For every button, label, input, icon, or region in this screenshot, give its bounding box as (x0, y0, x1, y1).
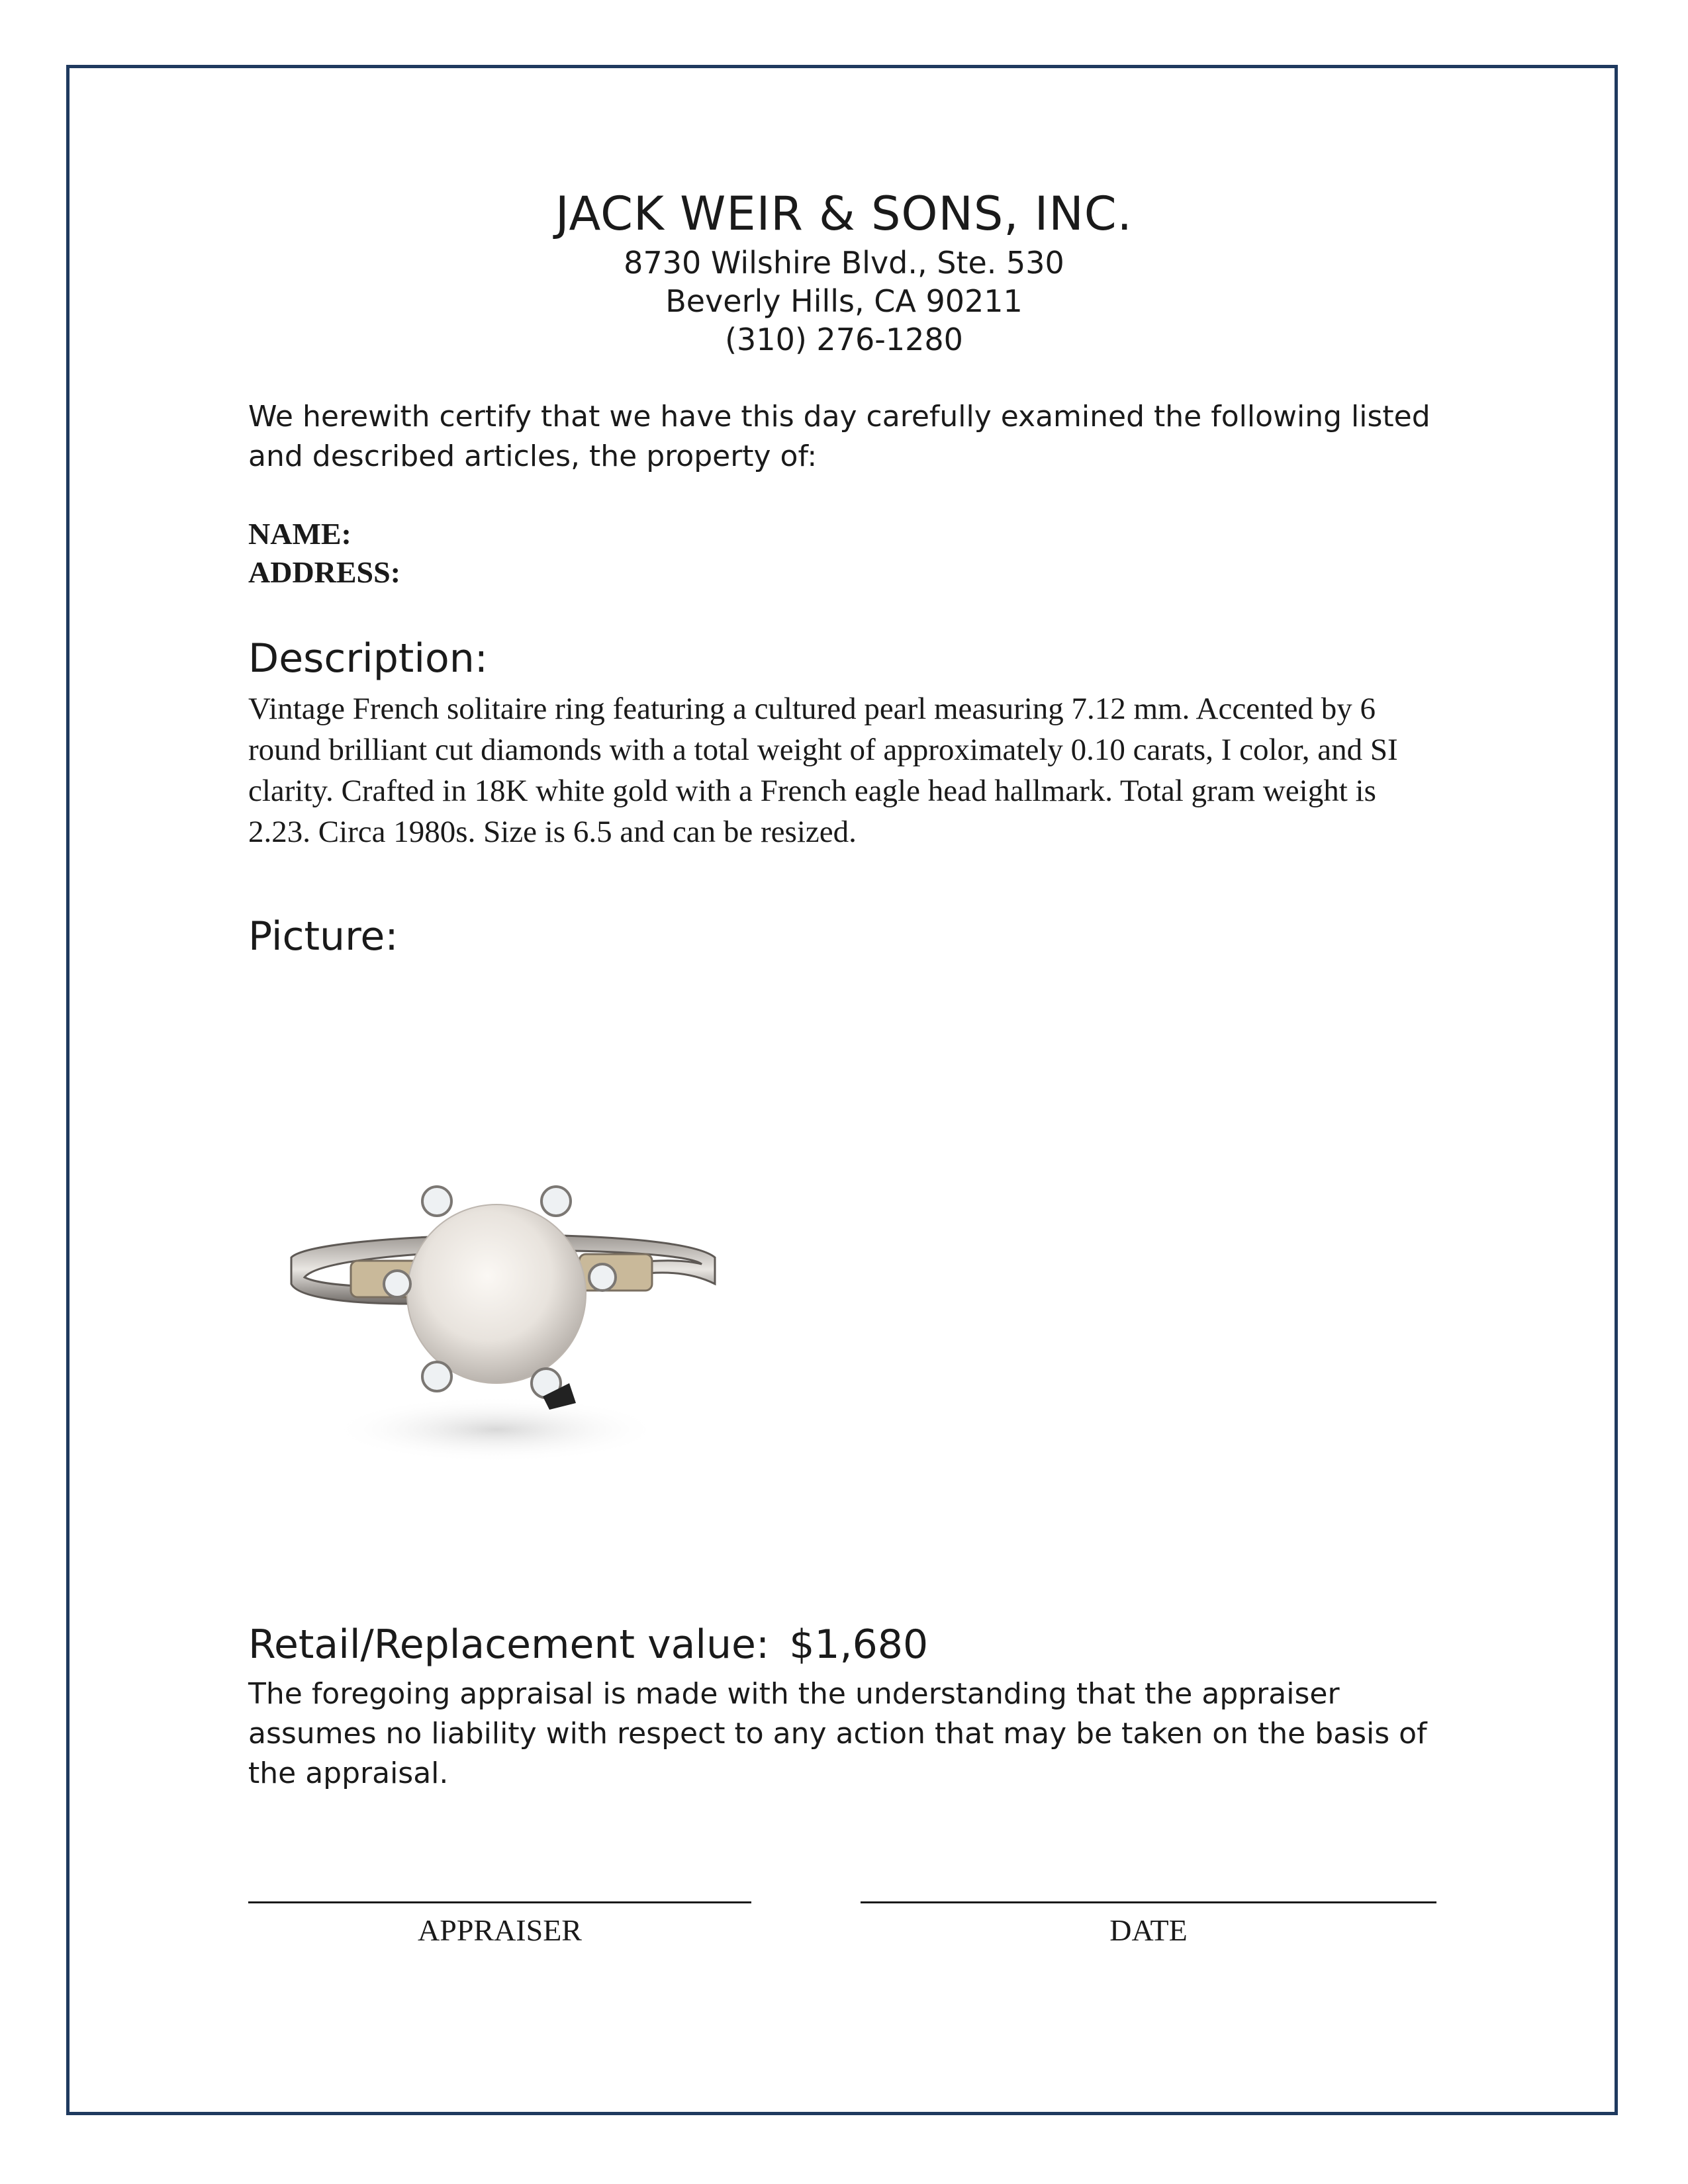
date-label: DATE (1109, 1913, 1188, 1947)
date-signature-line (861, 1901, 1436, 1903)
company-address-line2: Beverly Hills, CA 90211 (665, 283, 1023, 319)
company-phone: (310) 276-1280 (725, 322, 963, 357)
valuation-amount: $1,680 (789, 1621, 929, 1668)
disclaimer-text: The foregoing appraisal is made with the understanding that the appraiser assumes no liability with respect to any action that may be taken on the basis of the appraisal. (248, 1677, 1427, 1790)
pearl (407, 1205, 586, 1383)
diamond (422, 1187, 451, 1216)
diamond (541, 1187, 571, 1216)
picture-heading: Picture: (248, 913, 399, 960)
description-text: Vintage French solitaire ring featuring a cultured pearl measuring 7.12 mm. Accented by 6 round brilliant cut diamonds with a total weight of approximately 0.10 carats, I color, and SI clarity. Crafted in 18K white gold with a French eagle head hallmark. Total gram weight is 2.23. Circa 1980s. Size is 6.5 and can be resized. (248, 692, 1398, 849)
certification-text: We herewith certify that we have this day carefully examined the following listed and described articles, the property of: (248, 400, 1430, 473)
address-label: ADDRESS: (248, 555, 401, 589)
valuation-line (248, 1621, 928, 1668)
ring-shadow (331, 1396, 662, 1463)
diamond (384, 1271, 410, 1297)
valuation-label: Retail/Replacement value: (248, 1621, 770, 1668)
appraiser-signature-line (248, 1901, 751, 1903)
pearl-ring-image (278, 1171, 741, 1463)
diamond (422, 1362, 451, 1391)
appraiser-label: APPRAISER (418, 1913, 582, 1947)
name-label: NAME: (248, 517, 352, 551)
company-address-line1: 8730 Wilshire Blvd., Ste. 530 (624, 245, 1064, 281)
page-border (66, 65, 1618, 2115)
description-heading: Description: (248, 635, 488, 682)
company-name: JACK WEIR & SONS, INC. (555, 187, 1133, 241)
diamond (589, 1264, 616, 1291)
